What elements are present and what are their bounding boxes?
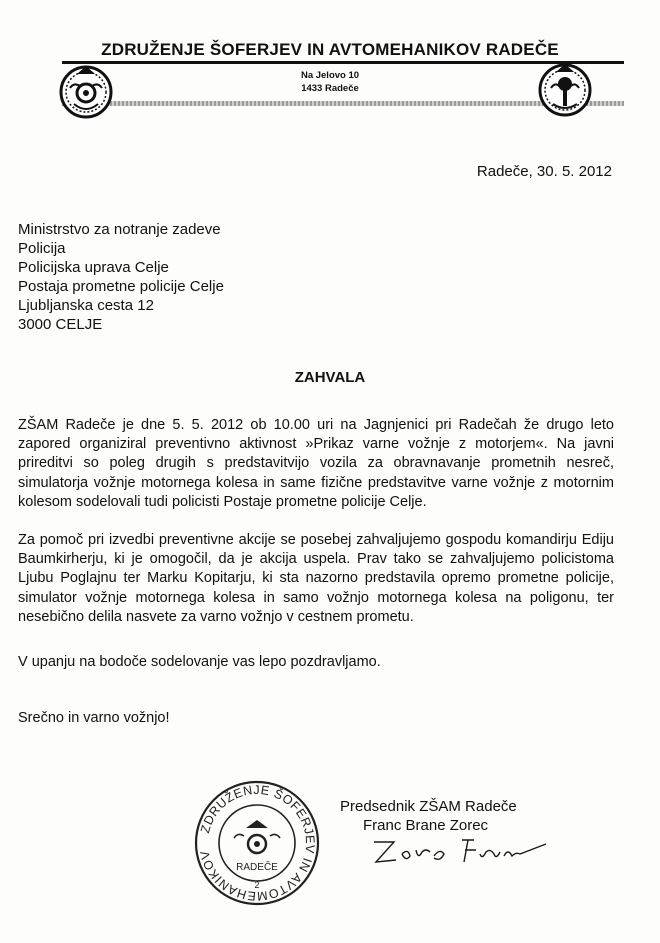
stamp-city: RADEČE (236, 862, 278, 873)
closing-salutation: Srečno in varno vožnjo! (18, 710, 170, 726)
address-street: Na Jelovo 10 (300, 70, 360, 81)
recipient-line: Ljubljanska cesta 12 (18, 297, 154, 314)
letter-date: Radeče, 30. 5. 2012 (476, 163, 612, 180)
body-paragraph-2: Za pomoč pri izvedbi preventivne akcije se posebej zahvaljujemo gospodu komandirju Ediju Baumkirherju, ki je omogočil, da je akcija uspela. Prav tako se zahvaljujemo policistoma Ljubu Poglajnu ter Marku Kopitarju, ki sta nazorno predstavila opremo prometne policije, simulator vožnje motornega kolesa in samo vožnjo motornega kolesa na poligonu, ter nesebično delila nasvete za varno vožnjo v cestnem prometu. (18, 532, 614, 625)
address-city: 1433 Radeče (301, 83, 359, 94)
emblem-left-icon (58, 60, 114, 122)
recipient-line: Policija (18, 240, 66, 257)
recipient-address (18, 220, 224, 334)
recipient-line: Ministrstvo za notranje zadeve (18, 221, 221, 238)
letter-title: ZAHVALA (294, 369, 366, 386)
body-paragraph-1: ZŠAM Radeče je dne 5. 5. 2012 ob 10.00 uri na Jagnjenici pri Radečah že drugo leto zapored organiziral preventivno aktivnost »Prikaz varne vožnje z motorjem«. Na javni prireditvi so poleg drugih s predstavitvijo vozila za obravnavanje prometnih nesreč, simulatorja vožnje motornega kolesa in same fizične predstavitve varne vožnje z motornim kolesom sodelovali tudi policisti Postaje prometne policije Celje. (18, 417, 614, 510)
stamp-ring-text: ZDRUŽENJE ŠOFERJEV IN AVTOMEHANIKOV (197, 782, 318, 904)
signer-title: Predsednik ZŠAM Radeče (340, 798, 517, 815)
recipient-line: Policijska uprava Celje (18, 259, 169, 276)
signer-block (340, 797, 517, 835)
recipient-line: 3000 CELJE (18, 316, 103, 333)
emblem-right-icon (537, 58, 593, 120)
stamp-number: 2 (254, 880, 260, 890)
recipient-line: Postaja prometne policije Celje (18, 278, 224, 295)
organization-name: ZDRUŽENJE ŠOFERJEV IN AVTOMEHANIKOV RADEČE (101, 40, 559, 59)
body-paragraph-3: V upanju na bodoče sodelovanje vas lepo pozdravljamo. (18, 654, 381, 670)
handwritten-signature (370, 832, 550, 872)
signer-name: Franc Brane Zorec (363, 817, 489, 834)
official-stamp (194, 780, 320, 906)
